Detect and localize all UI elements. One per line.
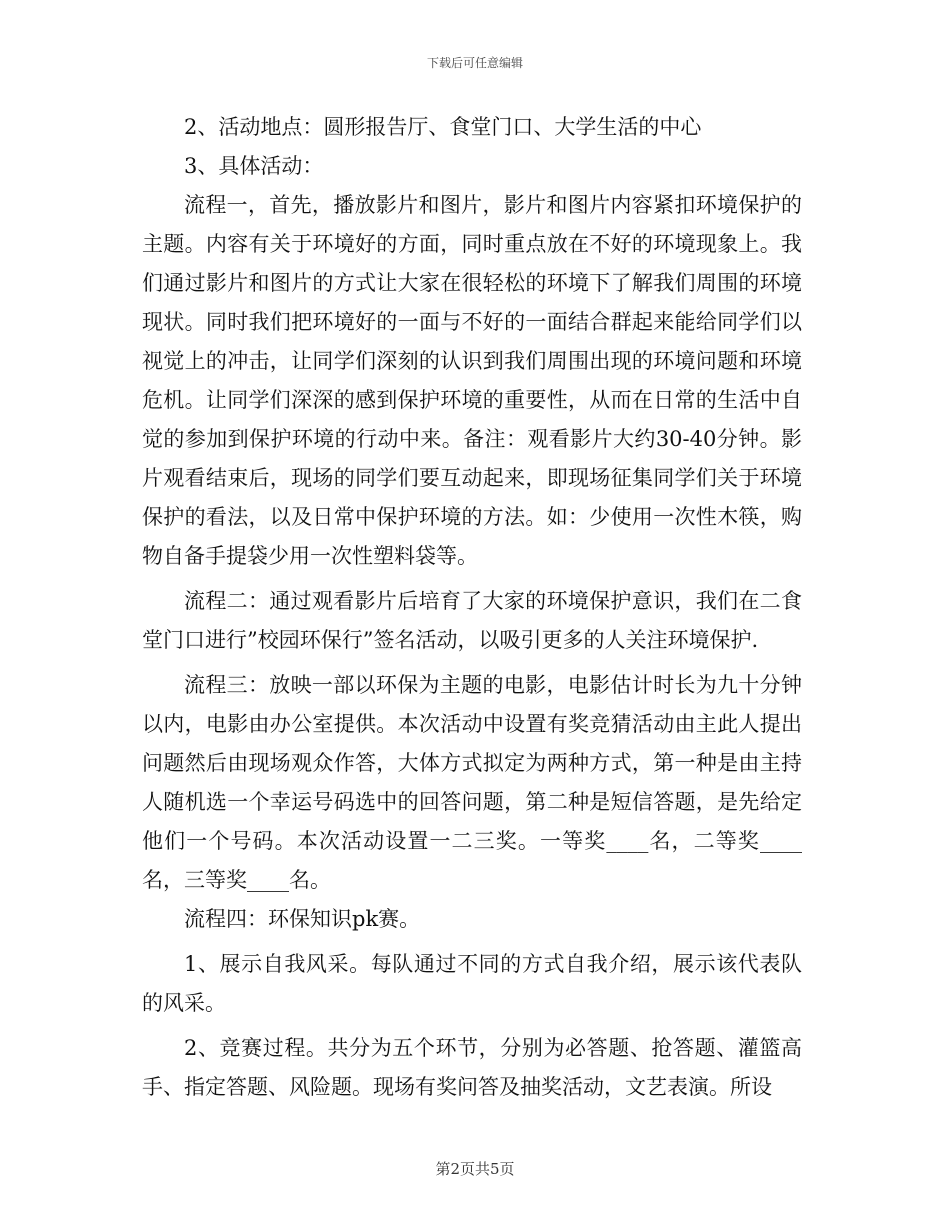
document-body (142, 108, 802, 1107)
paragraph-competition-process: 2、竞赛过程。共分为五个环节，分别为必答题、抢答题、灌篮高手、指定答题、风险题。现场有奖问答及抽奖活动，文艺表演。所设 (142, 1036, 802, 1099)
page-header: 下载后可任意编辑 (426, 56, 523, 70)
paragraph-process-four: 流程四：环保知识pk赛。 (184, 907, 421, 931)
paragraph-self-introduction: 1、展示自我风采。每队通过不同的方式自我介绍，展示该代表队的风采。 (142, 952, 802, 1015)
paragraph-process-three: 流程三：放映一部以环保为主题的电影，电影估计时长为九十分钟以内，电影由办公室提供。本次活动中设置有奖竞猜活动由主此人提出问题然后由现场观众作答，大体方式拟定为两种方式，第一种是由主持人随机选一个幸运号码选中的回答问题，第二种是短信答题，是先给定他们一个号码。本次活动设置一二三奖。一等奖____名，二等奖____名，三等奖____名。 (142, 673, 802, 892)
paragraph-activities-heading: 3、具体活动： (184, 154, 324, 178)
paragraph-location: 2、活动地点：圆形报告厅、食堂门口、大学生活的中心 (184, 115, 702, 139)
paragraph-process-one: 流程一，首先，播放影片和图片，影片和图片内容紧扣环境保护的主题。内容有关于环境好的方面，同时重点放在不好的环境现象上。我们通过影片和图片的方式让大家在很轻松的环境下了解我们周围的环境现状。同时我们把环境好的一面与不好的一面结合群起来能给同学们以视觉上的冲击，让同学们深刻的认识到我们周围出现的环境问题和环境危机。让同学们深深的感到保护环境的重要性，从而在日常的生活中自觉的参加到保护环境的行动中来。备注：观看影片大约30-40分钟。影片观看结束后，现场的同学们要互动起来，即现场征集同学们关于环境保护的看法，以及日常中保护环境的方法。如：少使用一次性木筷，购物自备手提袋少用一次性塑料袋等。 (142, 193, 802, 568)
paragraph-process-two: 流程二：通过观看影片后培育了大家的环境保护意识，我们在二食堂门口进行”校园环保行”签名活动，以吸引更多的人关注环境保护. (142, 589, 802, 652)
page-number: 第2页共5页 (435, 1160, 515, 1178)
